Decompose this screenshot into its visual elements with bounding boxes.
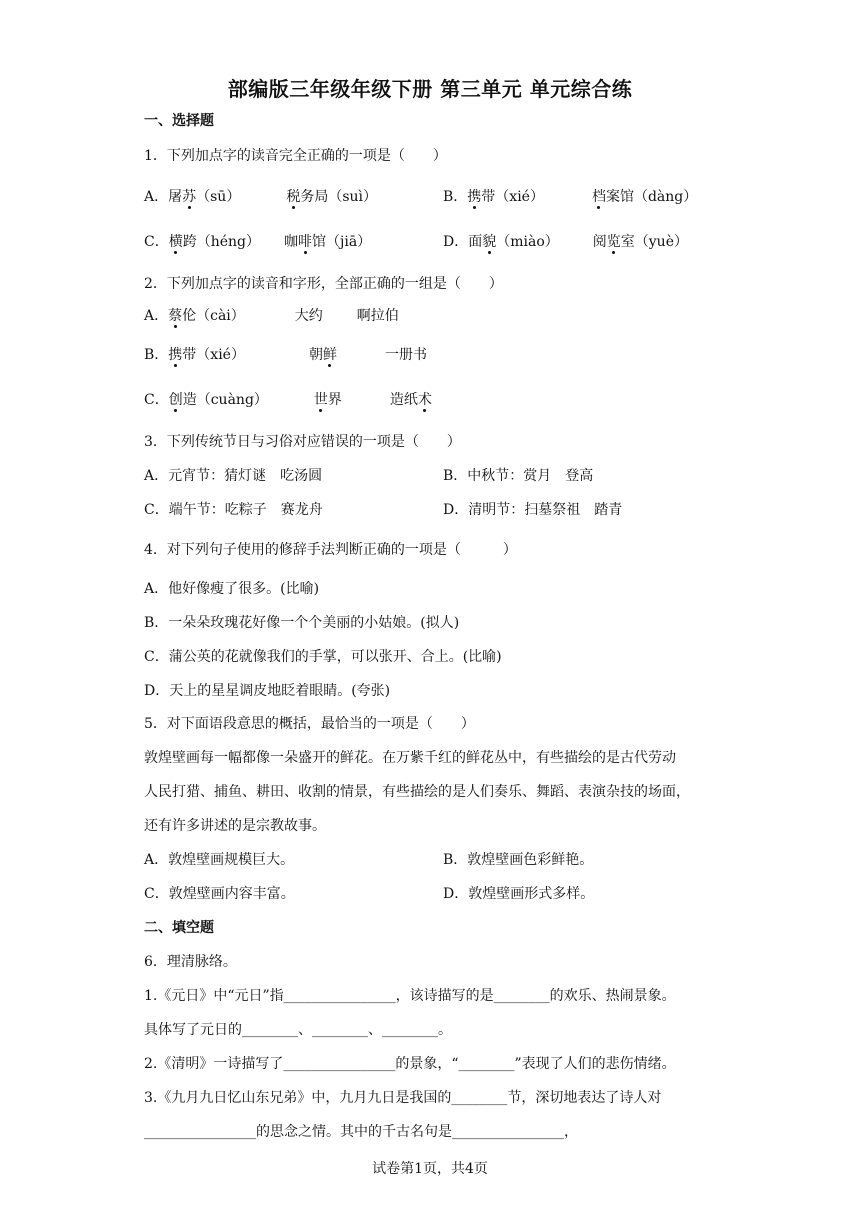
question-5-stem: 5．对下面语段意思的概括，最恰当的一项是（ ）: [144, 716, 475, 732]
question-1-option-a: A．屠苏（sū） 税务局（suì）: [144, 189, 378, 205]
question-1-option-d: D．面貌（miào） 阅览室（yuè）: [443, 234, 688, 250]
question-4-option-b: B．一朵朵玫瑰花好像一个个美丽的小姑娘。(拟人): [144, 615, 460, 631]
question-5-passage-line-2: 人民打猎、捕鱼、耕田、收割的情景，有些描绘的是人们奏乐、舞蹈、表演杂技的场面，: [144, 784, 690, 800]
question-1-stem: 1．下列加点字的读音完全正确的一项是（ ）: [144, 148, 447, 164]
question-2-option-c: C．创造（cuàng） 世界 造纸术: [144, 392, 432, 408]
question-3-option-b: B．中秋节：赏月 登高: [443, 468, 594, 484]
question-5-passage-line-3: 还有许多讲述的是宗教故事。: [144, 818, 326, 834]
question-3-option-a: A．元宵节：猜灯谜 吃汤圆: [144, 468, 323, 484]
question-6-line-3: 2.《清明》一诗描写了________________的景象，“________”表现了人们的悲伤情绪。: [144, 1056, 676, 1072]
question-6-line-4: 3.《九月九日忆山东兄弟》中，九月九日是我国的________节，深切地表达了诗人对: [144, 1090, 662, 1106]
question-6-line-5: ________________的思念之情。其中的千古名句是________________，: [144, 1124, 578, 1140]
question-2-option-b: B．携带（xié） 朝鲜 一册书: [144, 347, 427, 363]
question-3-stem: 3．下列传统节日与习俗对应错误的一项是（ ）: [144, 434, 461, 450]
question-6-stem: 6．理清脉络。: [144, 954, 237, 970]
question-4-stem: 4．对下列句子使用的修辞手法判断正确的一项是（ ）: [144, 542, 517, 558]
question-3-option-d: D．清明节：扫墓祭祖 踏青: [443, 502, 623, 518]
question-5-option-c: C．敦煌壁画内容丰富。: [144, 886, 295, 902]
question-3-option-c: C．端午节：吃粽子 赛龙舟: [144, 502, 323, 518]
question-2-option-a: A．蔡伦（cài） 大约 啊拉伯: [144, 308, 399, 324]
question-5-option-b: B．敦煌壁画色彩鲜艳。: [443, 852, 594, 868]
page-footer: 试卷第1页，共4页: [372, 1161, 488, 1177]
question-4-option-a: A．他好像瘦了很多。(比喻): [144, 581, 320, 597]
section-heading-fill: 二、填空题: [144, 920, 214, 936]
question-5-passage-line-1: 敦煌壁画每一幅都像一朵盛开的鲜花。在万紫千红的鲜花丛中，有些描绘的是古代劳动: [144, 750, 676, 766]
question-5-option-d: D．敦煌壁画形式多样。: [443, 886, 595, 902]
section-heading-choice: 一、选择题: [144, 113, 214, 129]
question-5-option-a: A．敦煌壁画规模巨大。: [144, 852, 295, 868]
question-2-stem: 2．下列加点字的读音和字形，全部正确的一组是（ ）: [144, 276, 503, 292]
question-4-option-d: D．天上的星星调皮地眨着眼睛。(夸张): [144, 683, 391, 699]
question-6-line-2: 具体写了元日的________、________、________。: [144, 1022, 452, 1038]
question-6-line-1: 1.《元日》中“元日”指________________，该诗描写的是________的欢乐、热闹景象。: [144, 988, 676, 1004]
page-title: 部编版三年级年级下册 第三单元 单元综合练: [227, 77, 633, 101]
question-1-option-c: C．横跨（héng） 咖啡馆（jiā）: [144, 234, 372, 250]
question-1-option-b: B．携带（xié） 档案馆（dàng）: [443, 189, 698, 205]
question-4-option-c: C．蒲公英的花就像我们的手掌，可以张开、合上。(比喻): [144, 649, 502, 665]
